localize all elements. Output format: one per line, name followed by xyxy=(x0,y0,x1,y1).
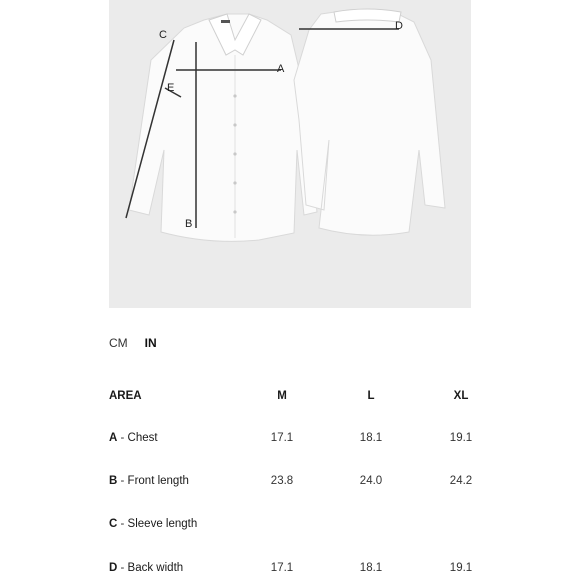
label-a: A xyxy=(277,63,285,75)
chest-m-value: 17.1 xyxy=(270,432,294,444)
unit-in-option[interactable]: IN xyxy=(144,336,157,350)
table-row-back-width: D - Back width xyxy=(109,562,184,574)
header-size-m: M xyxy=(277,390,287,402)
front-length-l-value: 24.0 xyxy=(359,475,383,487)
table-row-chest: A - Chest xyxy=(109,432,158,444)
header-size-xl: XL xyxy=(453,390,469,402)
chest-l-value: 18.1 xyxy=(359,432,383,444)
front-length-xl-value: 24.2 xyxy=(449,475,473,487)
table-row-sleeve-length: C - Sleeve length xyxy=(109,518,198,530)
label-b: B xyxy=(185,218,193,230)
back-width-l-value: 18.1 xyxy=(359,562,383,574)
label-d: D xyxy=(395,20,403,32)
label-c: C xyxy=(159,29,167,41)
header-size-l: L xyxy=(367,390,375,402)
label-e: E xyxy=(167,82,175,94)
table-row-front-length: B - Front length xyxy=(109,475,189,487)
back-width-m-value: 17.1 xyxy=(270,562,294,574)
back-width-xl-value: 19.1 xyxy=(449,562,473,574)
header-area: AREA xyxy=(109,390,142,402)
chest-xl-value: 19.1 xyxy=(449,432,473,444)
front-length-m-value: 23.8 xyxy=(270,475,294,487)
unit-cm-option[interactable]: CM xyxy=(109,336,128,350)
